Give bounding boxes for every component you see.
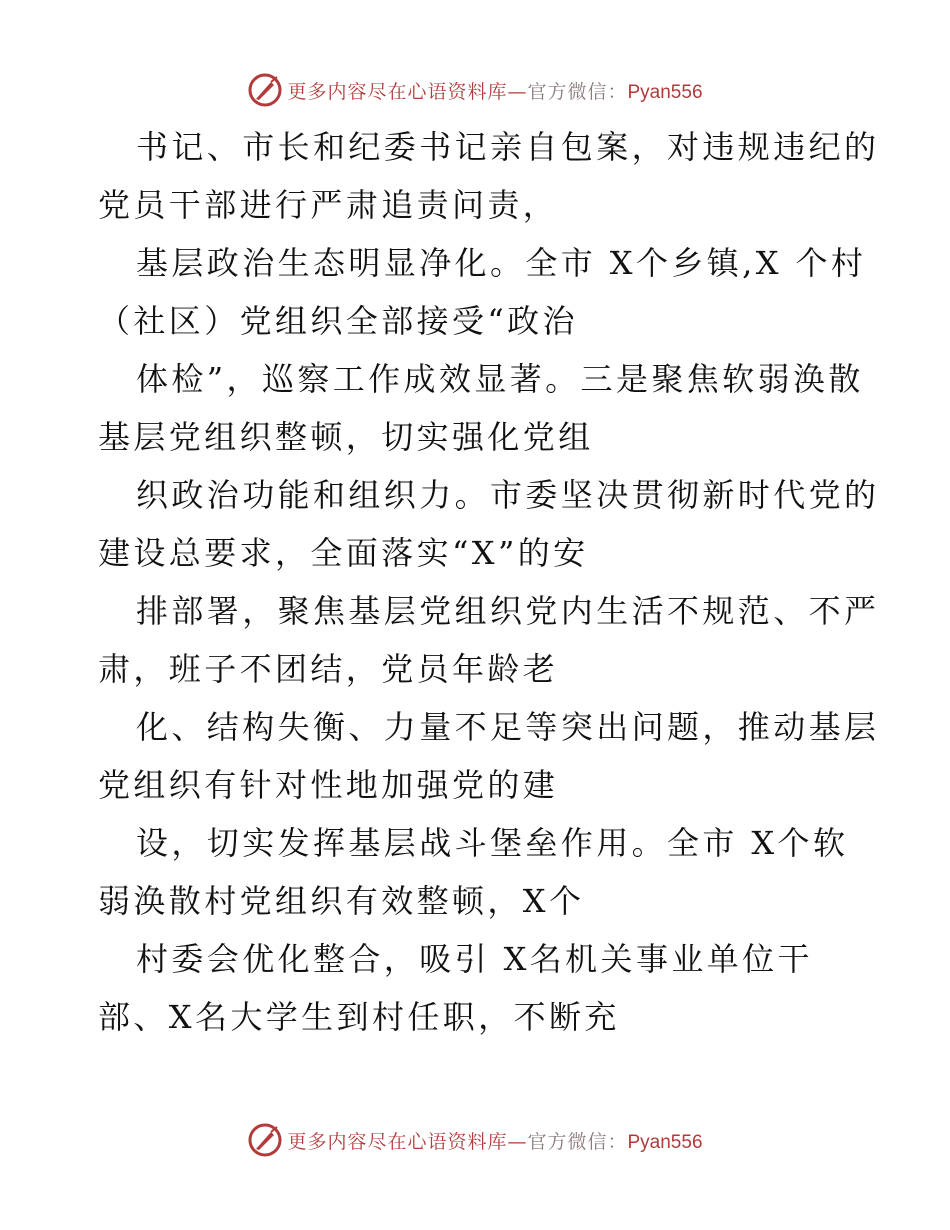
watermark-id: Pyan556	[627, 81, 703, 103]
body-line: 设，切实发挥基层战斗堡垒作用。全市 X个软	[136, 824, 849, 862]
body-line: 书记、市长和纪委书记亲自包案，对违规违纪的	[136, 128, 880, 166]
watermark-site: 更多内容尽在心语资料库	[287, 1130, 508, 1153]
watermark-label: 官方微信：	[527, 1130, 628, 1153]
body-line: 基层党组织整顿，切实强化党组	[98, 418, 594, 456]
body-line: （社区）党组织全部接受“政治	[98, 302, 578, 340]
body-line: 体检”，巡察工作成效显著。三是聚焦软弱涣散	[136, 360, 864, 398]
body-line: 弱涣散村党组织有效整顿，X个	[98, 882, 585, 920]
body-line: 肃，班子不团结，党员年龄老	[98, 650, 559, 688]
watermark-text	[287, 77, 702, 104]
body-line: 排部署，聚焦基层党组织党内生活不规范、不严	[136, 592, 880, 630]
watermark-site: 更多内容尽在心语资料库	[287, 80, 508, 103]
watermark-id: Pyan556	[627, 1131, 703, 1153]
body-line: 建设总要求，全面落实“X”的安	[98, 534, 589, 572]
watermark-text	[287, 1127, 702, 1154]
document-body	[98, 118, 880, 1046]
watermark-dash: —	[507, 1130, 528, 1153]
watermark-dash: —	[507, 80, 528, 103]
body-line: 村委会优化整合，吸引 X名机关事业单位干	[136, 940, 813, 978]
quill-pen-circle-icon	[247, 1122, 283, 1158]
header-watermark	[0, 70, 950, 110]
body-line: 织政治功能和组织力。市委坚决贯彻新时代党的	[136, 476, 880, 514]
body-line: 部、X名大学生到村任职，不断充	[98, 998, 620, 1036]
watermark-label: 官方微信：	[527, 80, 628, 103]
footer-watermark	[0, 1120, 950, 1160]
body-line: 党组织有针对性地加强党的建	[98, 766, 559, 804]
body-line: 化、结构失衡、力量不足等突出问题，推动基层	[136, 708, 880, 746]
quill-pen-circle-icon	[247, 72, 283, 108]
body-line: 党员干部进行严肃追责问责，	[98, 186, 559, 224]
body-line: 基层政治生态明显净化。全市 X个乡镇,X 个村	[136, 244, 867, 282]
